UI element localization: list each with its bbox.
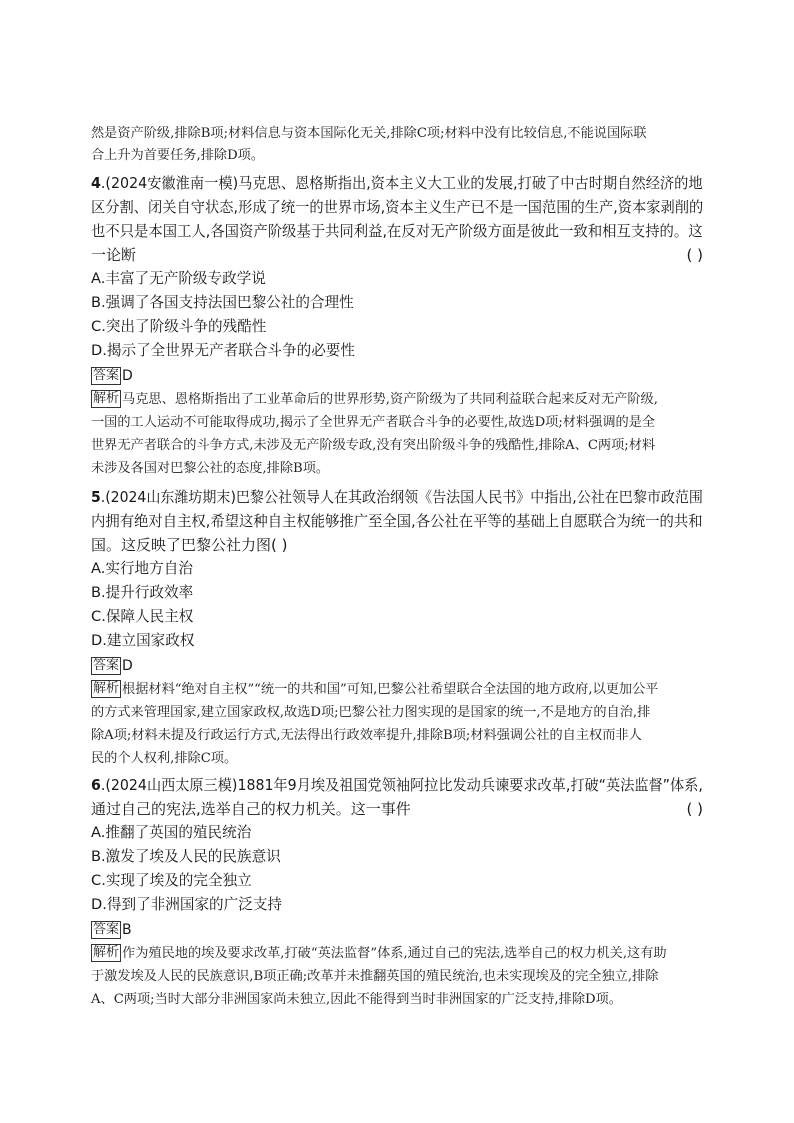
q5-analysis-line: 除A项;材料未提及行政运行方式,无法得出行政效率提升,排除B项;材料强调公社的自主权而非人 bbox=[91, 728, 642, 743]
q4-option-c: C.突出了阶级斗争的残酷性 bbox=[91, 318, 267, 335]
q5-stem-line bbox=[91, 486, 703, 508]
analysis-tag: 解析 bbox=[93, 945, 120, 960]
q4-option-b: B.强调了各国支持法国巴黎公社的合理性 bbox=[91, 294, 354, 311]
q6-answer-blank: ( ) bbox=[686, 800, 703, 818]
q6-answer bbox=[91, 919, 703, 941]
q5-answer bbox=[91, 655, 703, 677]
analysis-tag: 解析 bbox=[93, 391, 120, 406]
q6-analysis-text: 作为殖民地的埃及要求改革,打破“英法监督”体系,通过自己的宪法,选举自己的权力机关,这有助 bbox=[122, 946, 667, 961]
q5-stem-line: 国。这反映了巴黎公社力图( ) bbox=[91, 536, 288, 554]
q4-stem-line bbox=[91, 244, 703, 266]
q4-stem-text: 一论断 bbox=[91, 246, 137, 264]
q4-option-a: A.丰富了无产阶级专政学说 bbox=[91, 270, 266, 287]
q5-option-b: B.提升行政效率 bbox=[91, 584, 194, 601]
q4-analysis-text: 马克思、恩格斯指出了工业革命后的世界形势,资产阶级为了共同利益联合起来反对无产阶级, bbox=[122, 392, 658, 407]
answer-tag: 答案 bbox=[93, 922, 120, 937]
q6-stem-text: 通过自己的宪法,选举自己的权力机关。这一事件 bbox=[91, 800, 411, 818]
q5-option-a: A.实行地方自治 bbox=[91, 560, 193, 577]
q4-stem-line: 区分割、闭关自守状态,形成了统一的世界市场,资本主义生产已不是一国范围的生产,资本家剥削的 bbox=[91, 198, 704, 216]
q5-analysis-line bbox=[91, 679, 703, 701]
analysis-tag: 解析 bbox=[93, 681, 120, 696]
q5-analysis-text: 根据材料“绝对自主权”“统一的共和国”可知,巴黎公社希望联合全法国的地方政府,以更加公平 bbox=[122, 682, 659, 697]
q4-analysis-line: 世界无产者联合的斗争方式,未涉及无产阶级专政,没有突出阶级斗争的残酷性,排除A、C两项;材料 bbox=[91, 438, 656, 453]
q6-number: 6 bbox=[91, 776, 101, 794]
q4-answer bbox=[91, 365, 703, 387]
q5-answer-value: D bbox=[122, 658, 133, 674]
q6-option-b: B.激发了埃及人民的民族意识 bbox=[91, 848, 281, 865]
prev-analysis-line: 然是资产阶级,排除B项;材料信息与资本国际化无关,排除C项;材料中没有比较信息,不能说国际联 bbox=[91, 126, 647, 141]
answer-tag: 答案 bbox=[93, 658, 120, 673]
q4-stem-line: 也不只是本国工人,各国资产阶级基于共同利益,在反对无产阶级方面是彼此一致和相互支持的。这 bbox=[91, 222, 703, 240]
q5-option-c: C.保障人民主权 bbox=[91, 608, 194, 625]
answer-tag: 答案 bbox=[93, 368, 120, 383]
q5-stem-line: 内拥有绝对自主权,希望这种自主权能够推广至全国,各公社在平等的基础上自愿联合为统一的共和 bbox=[91, 512, 703, 530]
q6-answer-value: B bbox=[122, 922, 132, 938]
q6-option-a: A.推翻了英国的殖民统治 bbox=[91, 824, 252, 841]
prev-analysis-line: 合上升为首要任务,排除D项。 bbox=[91, 148, 265, 163]
q4-option-d: D.揭示了全世界无产者联合斗争的必要性 bbox=[91, 342, 355, 359]
q4-stem-text: .(2024安徽淮南一模)马克思、恩格斯指出,资本主义大工业的发展,打破了中古时期自然经济的地 bbox=[100, 174, 703, 192]
q4-analysis-line bbox=[91, 389, 703, 411]
q4-analysis-line: 未涉及各国对巴黎公社的态度,排除B项。 bbox=[91, 461, 330, 476]
q6-analysis-line bbox=[91, 943, 703, 965]
q5-stem-text: .(2024山东潍坊期末)巴黎公社领导人在其政治纲领《告法国人民书》中指出,公社在巴黎市政范围 bbox=[100, 488, 703, 506]
q5-analysis-line: 民的个人权利,排除C项。 bbox=[91, 751, 238, 766]
q6-analysis-line: A、C两项;当时大部分非洲国家尚未独立,因此不能得到当时非洲国家的广泛支持,排除D项。 bbox=[91, 992, 622, 1007]
q4-stem-line bbox=[91, 172, 703, 194]
q6-stem-line bbox=[91, 798, 703, 820]
q5-analysis-line: 的方式来管理国家,建立国家政权,故选D项;巴黎公社力图实现的是国家的统一,不是地方的自治,排 bbox=[91, 705, 651, 720]
q5-number: 5 bbox=[91, 488, 101, 506]
q4-analysis-line: 一国的工人运动不可能取得成功,揭示了全世界无产者联合斗争的必要性,故选D项;材料强调的是全 bbox=[91, 415, 656, 430]
q6-analysis-line: 于激发埃及人民的民族意识,B项正确;改革并未推翻英国的殖民统治,也未实现埃及的完全独立,排除 bbox=[91, 969, 659, 984]
q4-number: 4 bbox=[91, 174, 101, 192]
q4-answer-blank: ( ) bbox=[686, 246, 703, 264]
q6-stem-line bbox=[91, 774, 703, 796]
q4-answer-value: D bbox=[122, 368, 133, 384]
q5-option-d: D.建立国家政权 bbox=[91, 632, 195, 649]
q6-stem-text: .(2024山西太原三模)1881年9月埃及祖国党领袖阿拉比发动兵谏要求改革,打破“英法监督”体系, bbox=[100, 776, 703, 794]
q6-option-d: D.得到了非洲国家的广泛支持 bbox=[91, 896, 283, 913]
q6-option-c: C.实现了埃及的完全独立 bbox=[91, 872, 252, 889]
